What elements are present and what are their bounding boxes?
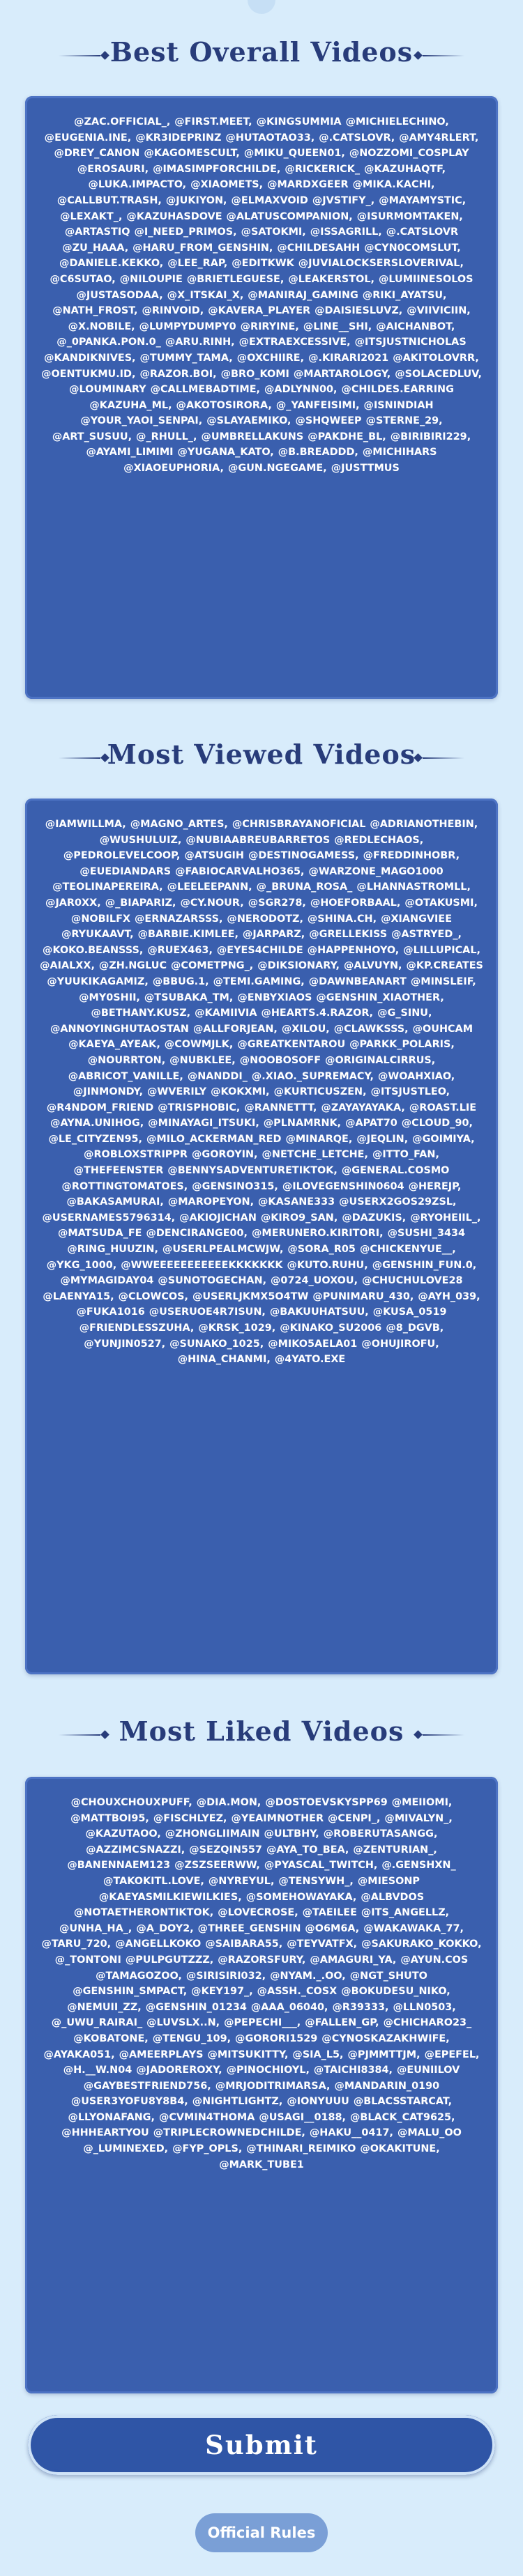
top-ornament <box>248 0 275 14</box>
most-liked-title: Most Liked Videos <box>119 1715 404 1747</box>
official-rules-label: Official Rules <box>207 2524 316 2541</box>
most-viewed-title: Most Viewed Videos <box>107 739 416 770</box>
submit-button-label: Submit <box>205 2430 318 2460</box>
most-viewed-panel <box>25 799 498 1674</box>
best-overall-names: @ZAC.OFFICIAL_, @FIRST.MEET, @KINGSUMMIA @MICHIELECHINO, @EUGENIA.INE, @KR3IDEPRINZ @HUTAOTAO33, @.CATSLOVR, @AMY4RLERT, @DREY_CANON @KAGOMESCULT, @MIKU_QUEEN01, @NOZZOMI_COSPLAY @EROSAURI, @IMASIMPFORCHILDE, @RICKERICK_ @KAZUHAQTF, @LUKA.IMPACTO, @XIAOMETS, @MARDXGEER @MIKA.KACHI, @CALLBUT.TRASH, @JUKIYON, @ELMAXVOID @JVSTIFY_, @MAYAMYSTIC, @LEXAKT_, @KAZUHASDOVE @ALATUSCOMPANION, @ISURMOMTAKEN, @ARTASTIQ @I_NEED_PRIMOS, @SATOKMI, @ISSAGRILL, @.CATSLOVR @ZU_HAAA, @HARU_FROM_GENSHIN, @CHILDESAHH @CYN0COMSLUT, @DANIELE.KEKKO, @LEE_RAP, @EDITKWK @JUVIALOCKSERSLOVERIVAL, @C6SUTAO, @NILOUPIE @BRIETLEGUESE, @LEAKERSTOL, @LUMIINESOLOS @JUSTASODAA, @X_ITSKAI_X, @MANIRAJ_GAMING @RIKI_AYATSU, @NATH_FROST, @RINVOID, @KAVERA_PLAYER @DAISIESLUVZ, @VIIVICIIN, @X.NOBILE, @LUMPYDUMPY0 @RIRYINE, @LINE__SHI, @AICHANBOT, @_0PANKA.PON.0_ @ARU.RINH, @EXTRAEXCESSIVE, @ITSJUSTNICHOLAS @KANDIKNIVES, @TUMMY_TAMA, @OXCHIIRE, @.KIRARI2021 @AKITOLOVRR, @OENTUKMU.ID, @RAZOR.BOI, @BRO_KOMI @MARTAROLOGY, @SOLACEDLUV, @LOUMINARY @CALLMEBADTIME, @ADLYNN00, @CHILDES.EARRING @KAZUHA_ML, @AKOTOSIRORA, @_YANFEISIMI, @ISNINDIAH @YOUR_YAOI_SENPAI, @SLAYAEMIKO, @SHQWEEP @STERNE_29, @ART_SUSUU, @_RHULL_, @UMBRELLAKUNS @PAKDHE_BL, @BIRIBIRI229, @AYAMI_LIMIMI @YUGANA_KATO, @B.BREADDD, @MICHIHARS @XIAOEUPHORIA, @GUN.NGEGAME, @JUSTTMUS <box>41 116 482 475</box>
best-overall-title: Best Overall Videos <box>109 36 414 68</box>
best-overall-panel <box>25 96 498 699</box>
most-viewed-names: @IAMWILLMA, @MAGNO_ARTES, @CHRISBRAYANOFICIAL @ADRIANOTHEBIN, @WUSHULUIZ, @NUBIAABREUBARRETOS @REDLECHAOS, @PEDROLEVELCOOP, @ATSUGIH @DESTINOGAMESS, @FREDDINHOBR, @EUEDIANDARS @FABIOCARVALHO365, @WARZONE_MAGO1000 @TEOLINAPEREIRA, @LEELEEPANN, @_BRUNA_ROSA_ @LHANNASTROMLL, @JAR0XX, @_BIAPARIZ, @CY.NOUR, @SGR278, @HOEFORBAAL, @OTAKUSMI, @NOBILFX @ERNAZARSSS, @NERODOTZ, @SHINA.CH, @XIANGVIEE @RYUKAAVT, @BARBIE.KIMLEE, @JARPARZ, @GRELLEKISS @ASTRYED_, @KOKO.BEANSSS, @RUEX463, @EYES4CHILDE @HAPPENHOYO, @LILLUPICAL, @AIALXX, @ZH.NGLUC @COMETPNG_, @DIKSIONARY, @ALVUYN, @KP.CREATES @YUUKIKAGAMIZ, @BBUG.1, @TEMI.GAMING, @DAWNBEANART @MINSLEIF, @MY0SHII, @TSUBAKA_TM, @ENBYXIAOS @GENSHIN_XIAOTHER, @BETHANY.KUSZ, @KAMIIVIA @HEARTS.4.RAZOR, @G_SINU, @ANNOYINGHUTAOSTAN @ALLFORJEAN, @XILOU, @CLAWKSSS, @OUHCAM @KAEYA_AYEAK, @COWMJLK, @GREATKENTAROU @PARKK_POLARIS, @NOURRTON, @NUBKLEE, @NOOBOSOFF @ORIGINALCIRRUS, @ABRICOT_VANILLE, @NANDDI_ @.XIAO._SUPREMACY, @WOAHXIAO, @JINMONDY, @WVERILY @KOKXMI, @KURTICUSZEN, @ITSJUSTLEO, @R4NDOM_FRIEND @TRISPHOBIC, @RANNETTT, @ZAYAYAYAKA, @ROAST.LIE @AYNA.UNIHOG, @MINAYAGI_ITSUKI, @PLNAMRNK, @APAT70 @CLOUD_90, @LE_CITYZEN95, @MILO_ACKERMAN_RED @MINARQE, @JEQLIN, @GOIMIYA, @ROBLOXSTRIPPR @GOROYIN, @NETCHE_LETCHE, @ITTO_FAN, @THEFEENSTER @BENNYSADVENTURETIKTOK, @GENERAL.COSMO @ROTTINGTOMATOES, @GENSINO315, @ILOVEGENSHIN0604 @HEREJP, @BAKASAMURAI, @MAROPEYON, @KASANE333 @USERX2GOS29ZSL, @USERNAMES5796314, @AKIOJICHAN @KIRO9_SAN, @DAZUKIS, @RYOHEIIL_, @MATSUDA_FE @DENCIRANGE00, @MERUNERO.KIRITORI, @SUSHI_3434 @RING_HUUZIN, @USERLPEALMCWJW, @SORA_R05 @CHICKENYUE__, @YKG_1000, @WWEEEEEEEEEEEKKKKKKK @KUTO.RUHU, @GENSHIN_FUN.0, @MYMAGIDAY04 @SUNOTOGECHAN, @0724_UOXOU, @CHUCHULOVE28 @LAENYA15, @CLOWCOS, @USERLJKMX5O4TW @PUNIMARU_430, @AYH_039, @FUKA1016 @USERUOE4R7ISUN, @BAKUUHATSUU, @KUSA_0519 @FRIENDLESSZUHA, @KRSK_1029, @KINAKO_SU2006 @8_DGVB, @YUNJIN0527, @SUNAKO_1025, @MIKO5AELA01 @OHUJIROFU, @HINA_CHANMI, @4YATO.EXE <box>40 819 483 1366</box>
most-liked-names: @CHOUXCHOUXPUFF, @DIA.MON, @DOSTOEVSKYSPP69 @MEIIOMI, @MATTBOI95, @FISCHLYEZ, @YEAIMNOTHER @CENPI_, @MIVALYN_, @KAZUTAOO, @ZHONGLIIMAIN @ULTBHY, @ROBERUTASANGG, @AZZIMCSNAZZI, @SEZQIN557 @AYA_TO_BEA, @ZENTURIAN_, @BANENNAEM123 @ZSZSEERWW, @PYASCAL_TWITCH, @.GENSHXN_ @TAKOKITL.LOVE, @NYREYUL, @TENSYWH_, @MIESONP @KAEYASMILKIEWILKIES, @SOMEHOWAYAKA, @ALBVDOS @NOTAETHERONTIKTOK, @LOVECROSE, @TAEILEE @ITS_ANGELLZ, @UNHA_HA_, @A_DOY2, @THREE_GENSHIN @O6M6A, @WAKAWAKA_77, @TARU_720, @ANGELLKOKO @SAIBARA55, @TEYVATFX, @SAKURAKO_KOKKO, @_TONTONI @PULPGUTZZZ, @RAZORSFURY, @AMAGURI_YA, @AYUN.COS @TAMAGOZOO, @SIRISIRI032, @NYAM._.OO, @NGT_SHUTO @GENSHIN_SMPACT, @KEY197_, @ASSH._COSX @BOKUDESU_NIKO, @NEMUII_ZZ, @GENSHIN_01234 @AAA_06040, @R39333, @LLN0503, @_UWU_RAIRAI_ @LUVSLX..N, @PEPECHI___, @FALLEN_GP, @CHICHARO23_ @KOBATONE, @TENGU_109, @GORORI1529 @CYNOSKAZAKHWIFE, @AYAKA051, @AMEERPLAYS @MITSUKITTY, @SIA_L5, @PJMMTTJM, @EPEFEL, @H.__W.N04 @JADOREROXY, @PINOCHIOYL, @TAICHI8384, @EUNIILOV @GAYBESTFRIEND756, @MRJODITRIMARSA, @MANDARIN_0190 @USER3YOFU8Y8B4, @NIGHTLIGHTZ, @IONYUUU @BLACSSTARCAT, @LLYONAFANG, @CVMIN4THOMA @USAGI__0188, @BLACK_CAT9625, @HHHEARTYOU @TRIPLECROWNEDCHILDE, @HAKU__0417, @MALU_OO @_LUMINEXED, @FYP_OPLS, @THINARI_REIMIKO @OKAKITUNE, @MARK_TUBE1 <box>41 1797 482 2170</box>
most-liked-panel <box>25 1777 498 2393</box>
submit-button[interactable] <box>28 2415 495 2475</box>
official-rules-button[interactable] <box>195 2513 328 2552</box>
